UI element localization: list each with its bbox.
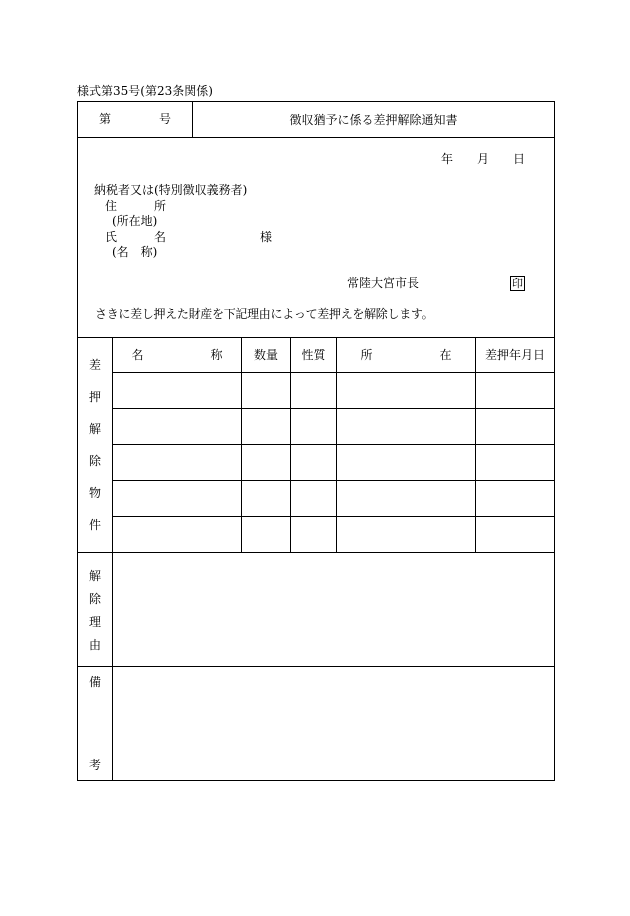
released-property-label — [78, 359, 112, 531]
remarks-field — [113, 667, 554, 780]
release-reason-label — [78, 570, 112, 651]
property-nature-cell — [291, 517, 337, 552]
label-char: 所 — [153, 199, 166, 213]
property-location-cell — [337, 481, 476, 517]
label-char: 称 — [210, 348, 223, 362]
remarks-label-cell — [78, 667, 113, 780]
release-message: さきに差し押えた財産を下記理由によって差押えを解除します。 — [95, 307, 434, 321]
property-nature-cell — [291, 445, 337, 481]
label-char: 由 — [88, 638, 101, 652]
date-year-unit: 年 — [441, 152, 454, 166]
label-char: 差 — [88, 358, 101, 372]
label-char: 所 — [360, 348, 373, 362]
property-attachment-date-cell — [476, 517, 554, 552]
notice-body — [78, 138, 554, 338]
date-month-unit: 月 — [477, 152, 490, 166]
release-reason-section — [78, 553, 554, 667]
label-char: 備 — [88, 675, 101, 689]
label-char: 名 — [153, 230, 166, 244]
property-nature-cell — [291, 409, 337, 445]
property-quantity-cell — [242, 445, 291, 481]
column-header-attachment-date-label: 差押年月日 — [484, 348, 545, 362]
label-char: 在 — [439, 348, 452, 362]
column-header-name-label — [132, 349, 223, 361]
release-reason-field — [113, 553, 554, 666]
document-number-prefix: 第 — [99, 112, 112, 126]
column-header-nature — [291, 338, 337, 373]
property-location-cell — [337, 373, 476, 409]
property-attachment-date-cell — [476, 481, 554, 517]
property-name-cell — [113, 445, 242, 481]
label-char: 件 — [88, 518, 101, 532]
property-name-cell — [113, 409, 242, 445]
property-location-cell — [337, 409, 476, 445]
property-quantity-cell — [242, 517, 291, 552]
property-attachment-date-cell — [476, 373, 554, 409]
property-nature-cell — [291, 373, 337, 409]
property-name-cell — [113, 517, 242, 552]
released-property-section — [78, 338, 554, 553]
label-char: 解 — [88, 569, 101, 583]
property-quantity-cell — [242, 481, 291, 517]
property-location-cell — [337, 517, 476, 552]
label-char: 除 — [88, 454, 101, 468]
form-number-label: 様式第35号(第23条関係) — [77, 84, 213, 98]
name-label — [105, 231, 166, 243]
label-char: 考 — [88, 758, 101, 772]
label-char: 物 — [88, 486, 101, 500]
document-number-cell — [78, 102, 193, 137]
taxpayer-label: 納税者又は(特別徴収義務者) — [94, 183, 248, 197]
honorific-label: 様 — [260, 230, 273, 244]
address-label — [105, 200, 166, 212]
remarks-label — [78, 676, 112, 771]
form-header-row — [78, 102, 554, 138]
property-name-cell — [113, 373, 242, 409]
document-title: 徴収猶予に係る差押解除通知書 — [289, 112, 458, 127]
address-alt-label: (所在地) — [112, 214, 158, 228]
issuer-name: 常陸大宮市長 — [347, 276, 420, 290]
property-location-cell — [337, 445, 476, 481]
date-day-unit: 日 — [513, 152, 526, 166]
name-alt-label: (名 称) — [112, 245, 158, 259]
column-header-location-label — [361, 349, 452, 361]
column-header-quantity — [242, 338, 291, 373]
label-char: 押 — [88, 390, 101, 404]
property-nature-cell — [291, 481, 337, 517]
column-header-name — [113, 338, 242, 373]
remarks-section — [78, 667, 554, 780]
column-header-nature-label: 性質 — [301, 348, 326, 362]
property-attachment-date-cell — [476, 409, 554, 445]
label-char: 氏 — [105, 230, 118, 244]
released-property-label-cell — [78, 338, 113, 552]
label-char: 解 — [88, 422, 101, 436]
released-property-table — [113, 338, 554, 552]
label-char: 名 — [131, 348, 144, 362]
document-number-suffix: 号 — [159, 112, 172, 126]
label-char: 除 — [88, 592, 101, 606]
notice-form — [77, 101, 555, 781]
property-name-cell — [113, 481, 242, 517]
column-header-quantity-label: 数量 — [253, 348, 278, 362]
column-header-location — [337, 338, 476, 373]
seal-mark: 印 — [512, 277, 523, 290]
column-header-attachment-date — [476, 338, 554, 373]
document-title-cell — [193, 102, 554, 137]
property-quantity-cell — [242, 409, 291, 445]
property-attachment-date-cell — [476, 445, 554, 481]
property-quantity-cell — [242, 373, 291, 409]
label-char: 住 — [105, 199, 118, 213]
label-char: 理 — [88, 615, 101, 629]
release-reason-label-cell — [78, 553, 113, 666]
